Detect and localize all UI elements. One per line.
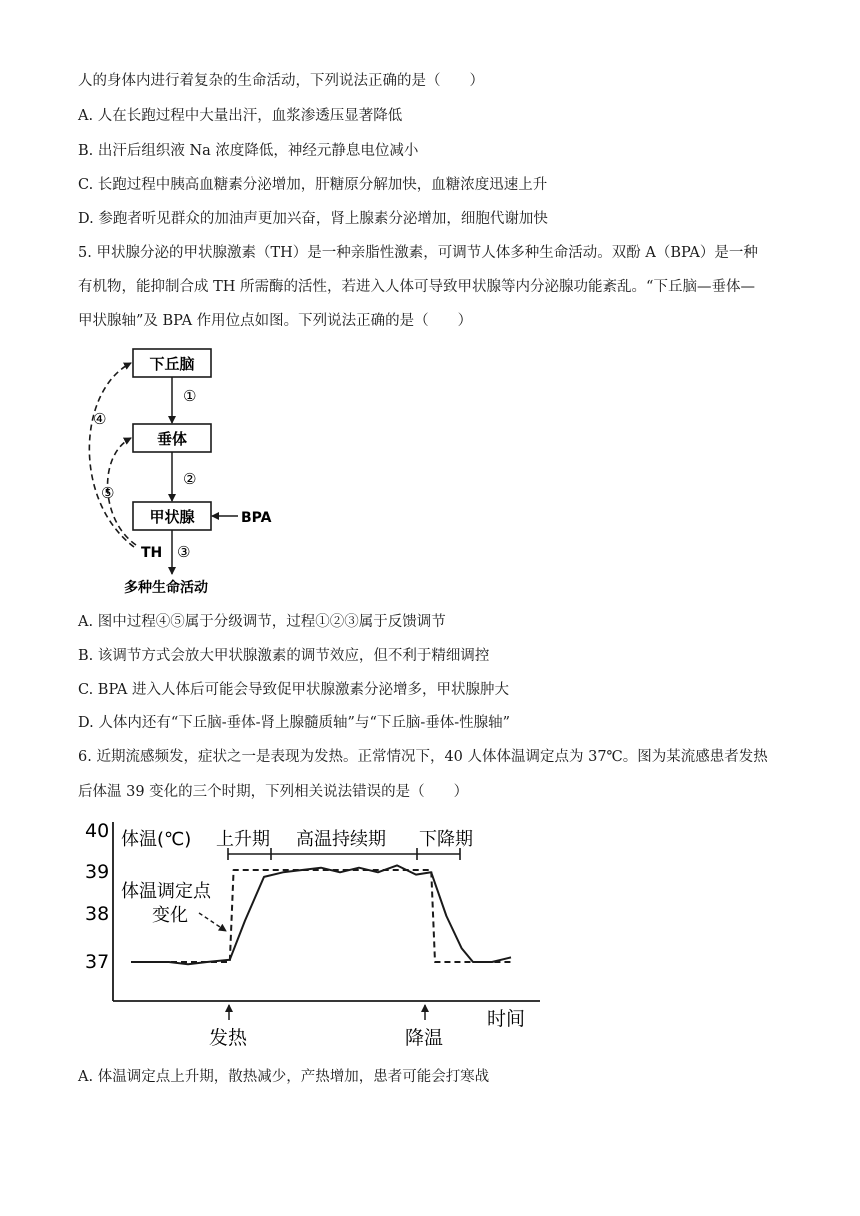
q5-option-d: D. 人体内还有“下丘脑-垂体-肾上腺髓质轴”与“下丘脑-垂体-性腺轴” [78,715,511,731]
y-tick-39: 39 [85,861,110,883]
x-axis-label: 时间 [487,1008,526,1030]
q4-option-a: A. 人在长跑过程中大量出汗，血浆渗透压显著降低 [78,108,403,124]
q4-option-c: C. 长跑过程中胰高血糖素分泌增加，肝糖原分解加快，血糖浓度迅速上升 [78,177,548,193]
phase-rising-label: 上升期 [216,829,270,850]
y-tick-37: 37 [85,951,110,973]
step-4-label: ④ [93,410,107,428]
q5-stem-line-3: 甲状腺轴”及 BPA 作用位点如图。下列说法正确的是（ ） [78,313,473,329]
th-label: TH [141,545,163,561]
setpoint-annotation-line-1: 体温调定点 [121,881,211,902]
step-3-label: ③ [177,543,191,561]
q6-option-a: A. 体温调定点上升期，散热减少，产热增加，患者可能会打寒战 [78,1069,490,1085]
q5-option-c: C. BPA 进入人体后可能会导致促甲状腺激素分泌增多，甲状腺肿大 [78,682,509,698]
output-label: 多种生命活动 [124,580,208,596]
body-temperature-chart [80,810,540,1056]
setpoint-annotation-arrow [199,913,226,931]
q5-option-a: A. 图中过程④⑤属于分级调节，过程①②③属于反馈调节 [78,614,446,630]
step-2-label: ② [183,470,197,488]
q5-stem-line-2: 有机物，能抑制合成 TH 所需酶的活性，若进入人体可导致甲状腺等内分泌腺功能紊乱。“下丘脑—垂体— [78,279,755,295]
setpoint-annotation-line-2: 变化 [152,905,188,926]
fever-marker-label: 发热 [209,1027,248,1049]
q6-stem-line-2: 后体温 39 变化的三个时期，下列相关说法错误的是（ ） [78,784,469,800]
phase-falling-label: 下降期 [419,829,473,850]
y-tick-40: 40 [85,820,110,842]
step-1-label: ① [183,387,197,405]
y-axis-label: 体温(℃) [121,829,192,850]
q4-option-d: D. 参跑者听见群众的加油声更加兴奋，肾上腺素分泌增加，细胞代谢加快 [78,211,548,227]
q5-stem-line-1: 5. 甲状腺分泌的甲状腺激素（TH）是一种亲脂性激素，可调节人体多种生命活动。双酚 A（BPA）是一种 [78,245,758,261]
thyroid-label: 甲状腺 [149,508,195,526]
feedback-arrow-4 [89,363,134,547]
bpa-label: BPA [241,510,272,526]
q6-stem-line-1: 6. 近期流感频发，症状之一是表现为发热。正常情况下，40 人体体温调定点为 37℃。图为某流感患者发热 [78,749,768,765]
phase-plateau-label: 高温持续期 [296,829,386,850]
pituitary-label: 垂体 [156,430,188,448]
hypothalamus-label: 下丘脑 [149,355,195,373]
hpt-axis-diagram [80,340,300,602]
q4-stem: 人的身体内进行着复杂的生命活动，下列说法正确的是（ ） [78,73,484,89]
q4-option-b: B. 出汗后组织液 Na 浓度降低，神经元静息电位减小 [78,143,419,159]
step-5-label: ⑤ [101,484,115,502]
cooling-marker-label: 降温 [405,1027,444,1049]
y-tick-38: 38 [85,903,110,925]
q5-option-b: B. 该调节方式会放大甲状腺激素的调节效应，但不利于精细调控 [78,648,490,664]
